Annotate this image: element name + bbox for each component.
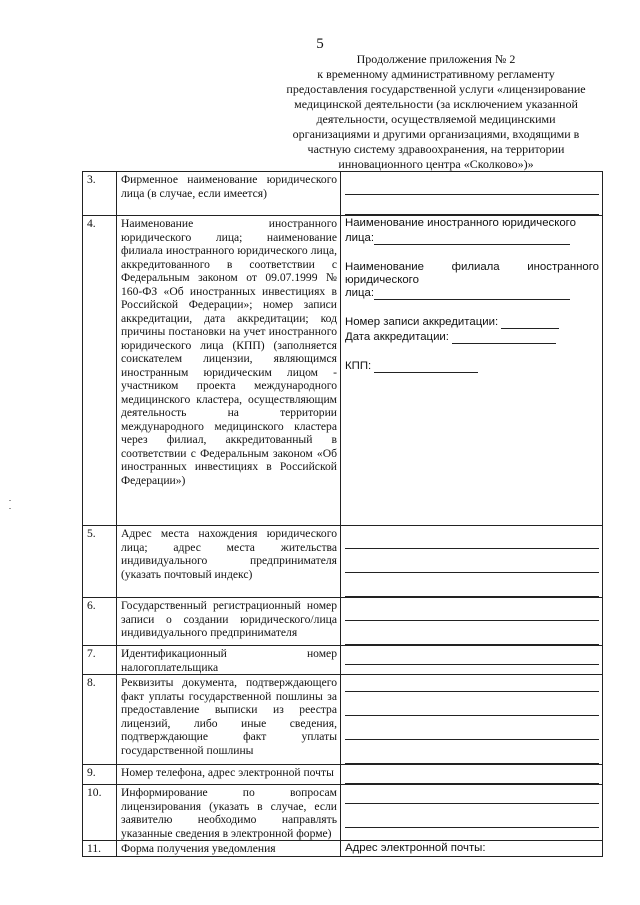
answer-line[interactable]	[345, 559, 599, 573]
margin-mark	[9, 500, 11, 501]
header-line: инновационного центра «Сколково»)»	[338, 157, 534, 171]
accreditation-date-input[interactable]	[452, 332, 556, 344]
row-number: 10.	[83, 785, 117, 841]
row-description: Идентификационный номер налогоплательщика	[117, 646, 341, 675]
row-number: 8.	[83, 675, 117, 765]
appendix-header	[276, 52, 596, 172]
answer-cell	[341, 216, 603, 526]
answer-cell[interactable]	[341, 765, 603, 785]
header-line: деятельности, осуществляемой медицинскими	[316, 112, 556, 126]
answer-cell[interactable]	[341, 785, 603, 841]
table-row	[83, 841, 603, 857]
table-row	[83, 785, 603, 841]
answer-line[interactable]	[345, 181, 599, 195]
row-description: Информирование по вопросам лицензирования (указать в случае, если заявителю необходимо направлять указанные сведения в электронной форме)	[117, 785, 341, 841]
branch-label-cont: юридического	[345, 274, 419, 286]
row-number: 7.	[83, 646, 117, 675]
row-number: 11.	[83, 841, 117, 857]
table-row	[83, 646, 603, 675]
answer-line[interactable]	[345, 814, 599, 828]
table-row	[83, 598, 603, 646]
answer-cell[interactable]	[341, 675, 603, 765]
row-number: 6.	[83, 598, 117, 646]
kpp-label: КПП:	[345, 360, 372, 372]
row-number: 3.	[83, 172, 117, 216]
row-number: 4.	[83, 216, 117, 526]
row-description: Государственный регистрационный номер записи о создании юридического/лица индивидуального предпринимателя	[117, 598, 341, 646]
answer-cell[interactable]	[341, 646, 603, 675]
foreign-name-label-cont: лица:	[345, 232, 375, 244]
answer-line[interactable]	[345, 607, 599, 621]
header-line: предоставления государственной услуги «лицензирование	[286, 82, 586, 96]
page-number: 5	[316, 36, 324, 52]
header-line: к временному административному регламенту	[317, 67, 555, 81]
answer-line[interactable]	[345, 535, 599, 549]
answer-line[interactable]	[345, 702, 599, 716]
branch-label: Наименование филиала иностранного	[345, 261, 599, 273]
row-description: Фирменное наименование юридического лица (в случае, если имеется)	[117, 172, 341, 216]
table-row	[83, 172, 603, 216]
row-description: Наименование иностранного юридического лица; наименование филиала иностранного юридического лица, аккредитованного в соответствии с Федеральным законом от 09.07.1999 № 160-ФЗ «Об иностранных инвестициях в Российской Федерации»; номер записи аккредитации, дата аккредитации; код причины постановки на учет иностранного юридического лица (КПП) (заполняется соискателем лицензии, являющимся иностранным юридическим лицом - участником проекта международного медицинского кластера, осуществляющим деятельность на территории международного медицинского кластера через филиал, аккредитованный в соответствии с Федеральным законом «Об иностранных инвестициях в Российской Федерации»)	[117, 216, 341, 526]
kpp-input[interactable]	[374, 361, 478, 373]
header-line: организациями и другими организациями, входящими в	[292, 127, 580, 141]
answer-line[interactable]	[345, 678, 599, 692]
answer-cell[interactable]	[341, 598, 603, 646]
answer-line[interactable]	[345, 631, 599, 645]
branch-label-cont2: лица:	[345, 287, 375, 299]
row-description: Адрес места нахождения юридического лица; адрес места жительства индивидуального предпринимателя (указать почтовый индекс)	[117, 526, 341, 598]
answer-line[interactable]	[345, 790, 599, 804]
header-line: медицинской деятельности (за исключением указанной	[294, 97, 578, 111]
answer-line[interactable]	[345, 651, 599, 665]
accreditation-number-label: Номер записи аккредитации:	[345, 316, 499, 328]
table-row	[83, 526, 603, 598]
table-row	[83, 216, 603, 526]
table-row	[83, 675, 603, 765]
answer-line[interactable]	[345, 726, 599, 740]
foreign-name-label: Наименование иностранного юридического	[345, 217, 576, 229]
margin-mark	[9, 508, 11, 509]
foreign-name-input[interactable]	[374, 233, 570, 245]
accreditation-number-input[interactable]	[501, 317, 559, 329]
answer-line[interactable]	[345, 770, 599, 784]
answer-cell[interactable]	[341, 526, 603, 598]
answer-cell[interactable]	[341, 172, 603, 216]
branch-name-input[interactable]	[374, 288, 570, 300]
answer-line[interactable]	[345, 583, 599, 597]
row-number: 9.	[83, 765, 117, 785]
answer-line[interactable]	[345, 201, 599, 215]
header-line: Продолжение приложения № 2	[356, 52, 516, 66]
row-description: Номер телефона, адрес электронной почты	[117, 765, 341, 785]
accreditation-date-label: Дата аккредитации:	[345, 331, 449, 343]
answer-line[interactable]	[345, 750, 599, 764]
table-row	[83, 765, 603, 785]
email-field[interactable]: Адрес электронной почты:	[341, 841, 603, 857]
row-description: Форма получения уведомления	[117, 841, 341, 857]
row-description: Реквизиты документа, подтверждающего факт уплаты государственной пошлины за предоставление выписки из реестра лицензий, либо иные сведения, подтверждающие факт уплаты государственной пошлины	[117, 675, 341, 765]
row-number: 5.	[83, 526, 117, 598]
application-form-table	[82, 171, 603, 857]
header-line: частную систему здравоохранения, на территории	[307, 142, 565, 156]
